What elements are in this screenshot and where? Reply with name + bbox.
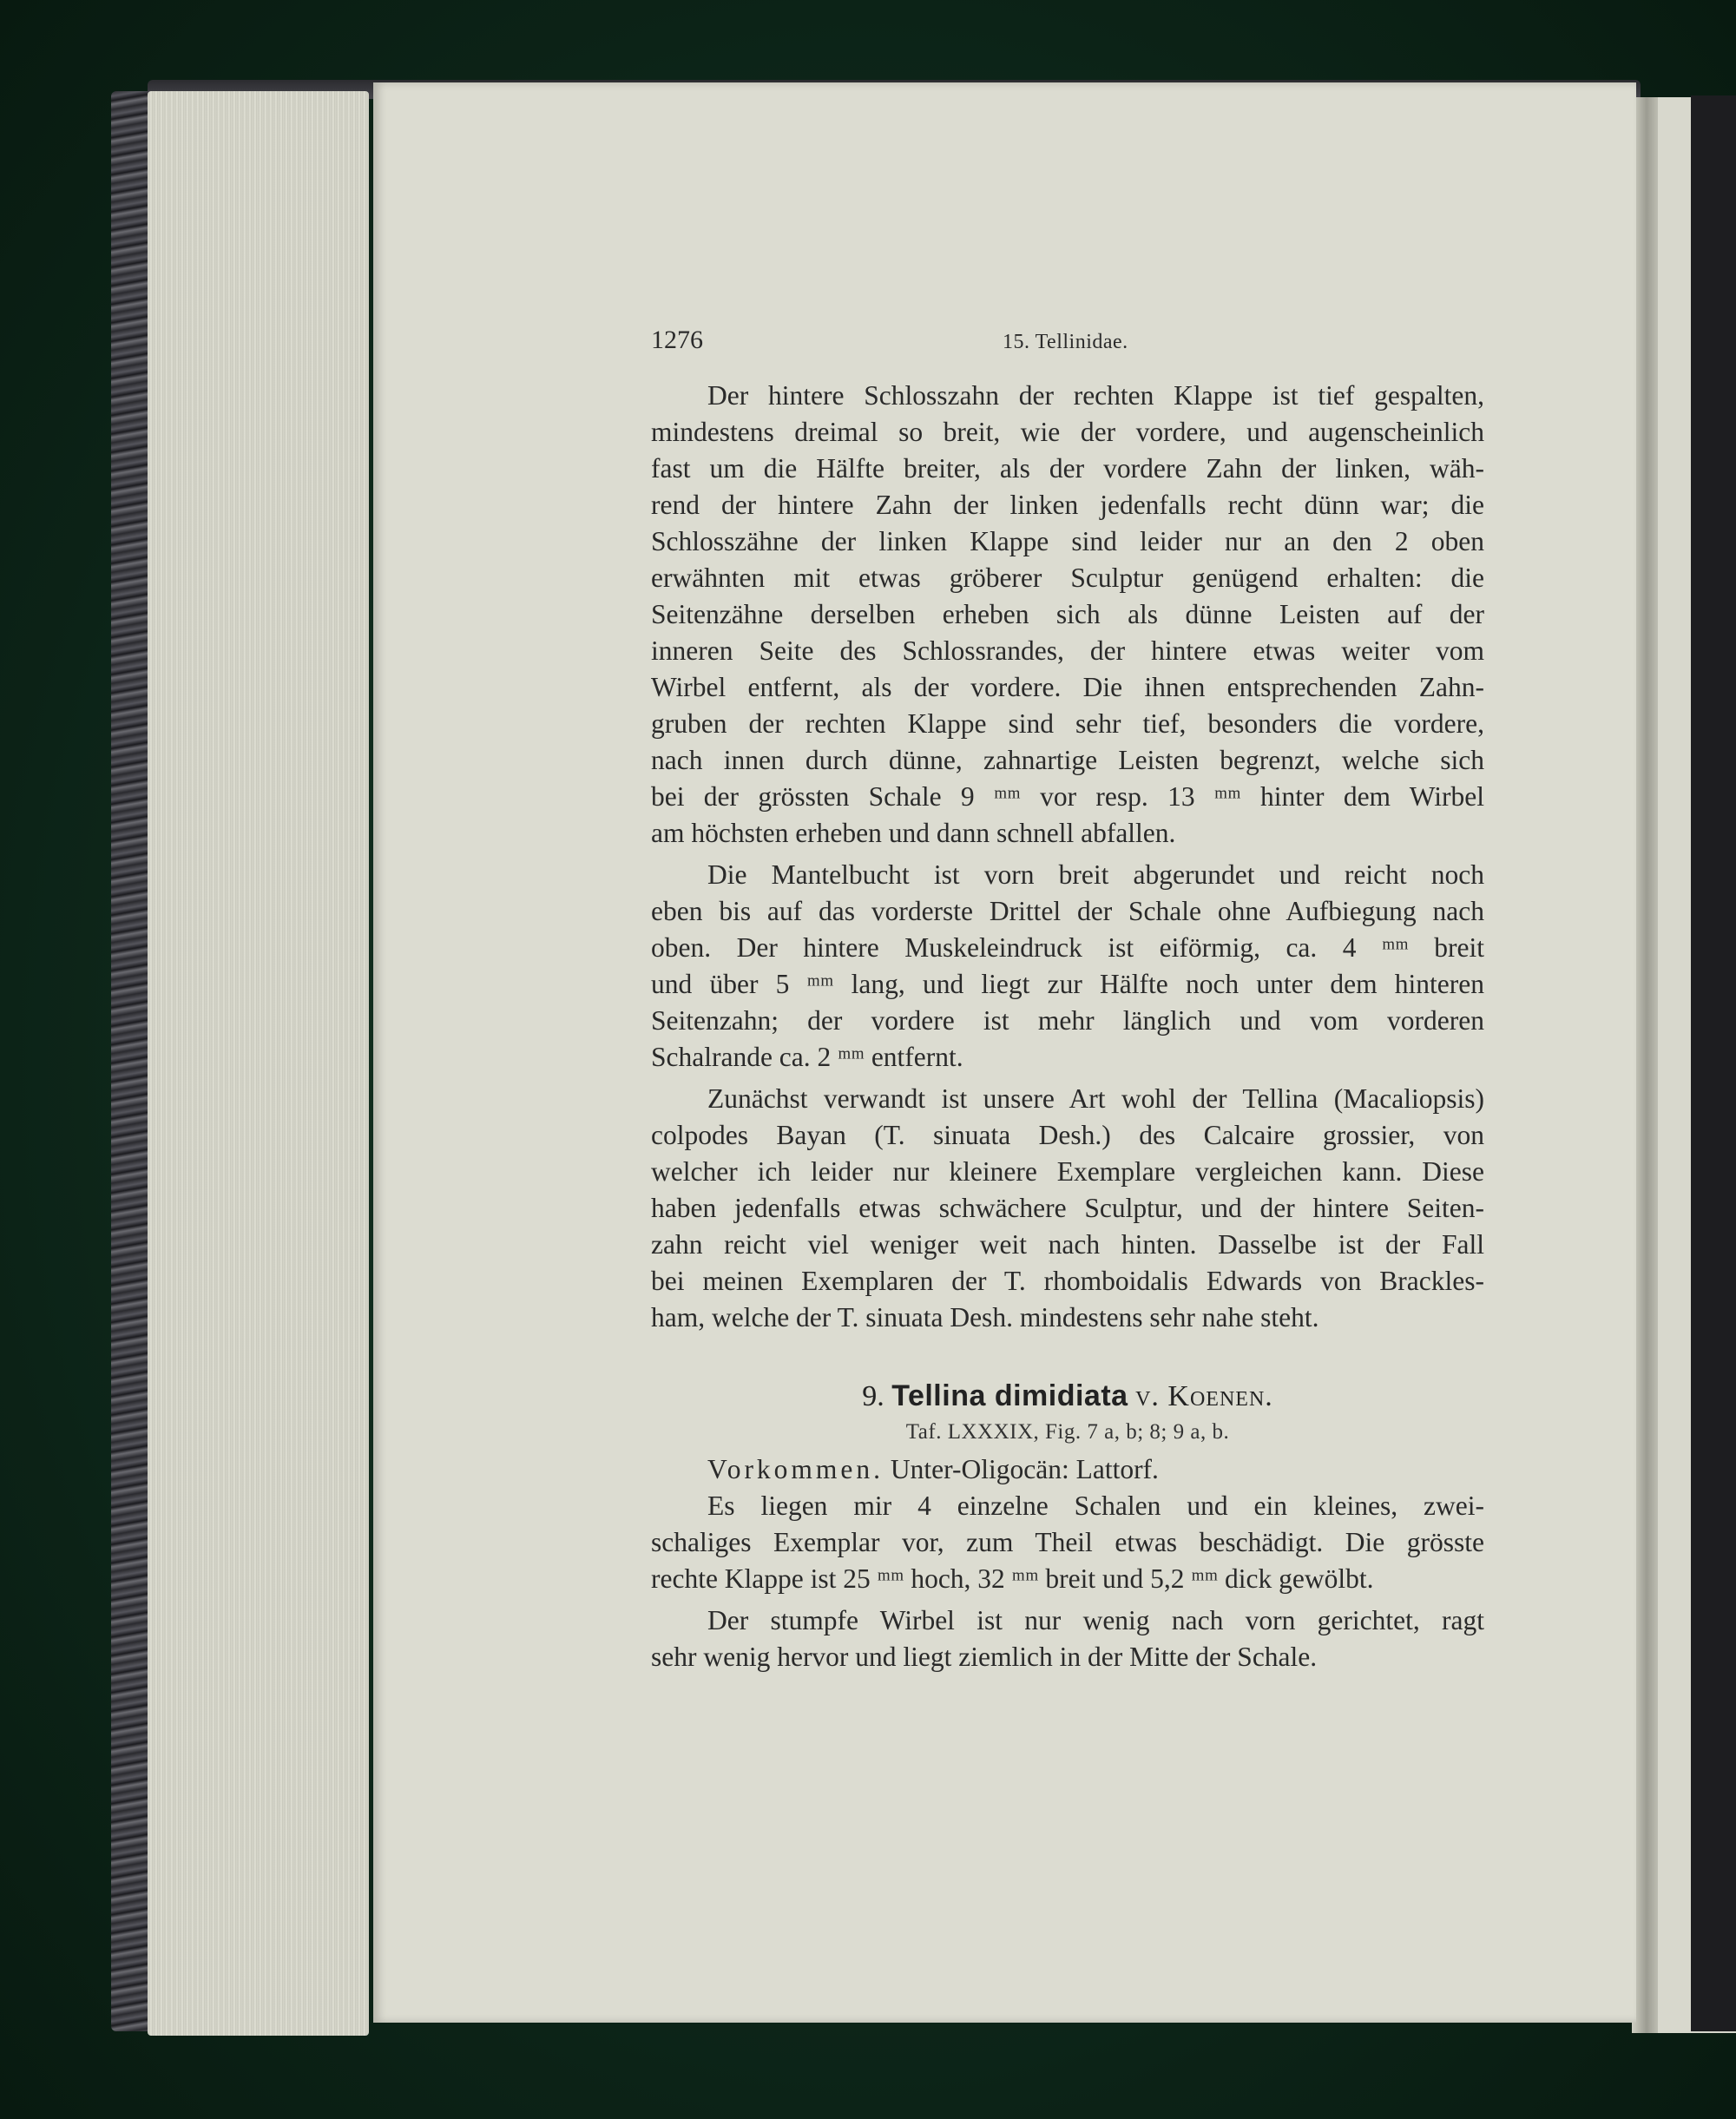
species-author: v. Koenen. xyxy=(1135,1380,1273,1412)
paragraph xyxy=(651,1488,1484,1597)
paragraph xyxy=(651,1602,1484,1675)
text-line: haben jedenfalls etwas schwächere Sculptur, und der hintere Seiten- xyxy=(651,1193,1484,1223)
text-line: rechte Klappe ist 25 ᵐᵐ hoch, 32 ᵐᵐ breit und 5,2 ᵐᵐ dick gewölbt. xyxy=(651,1563,1374,1594)
text-line: schaliges Exemplar vor, zum Theil etwas beschädigt. Die grösste xyxy=(651,1527,1484,1557)
text-line: rend der hintere Zahn der linken jedenfalls recht dünn war; die xyxy=(651,490,1484,520)
text-line: colpodes Bayan (T. sinuata Desh.) des Calcaire grossier, von xyxy=(651,1120,1484,1150)
text-line: fast um die Hälfte breiter, als der vordere Zahn der linken, wäh- xyxy=(651,453,1484,484)
text-line: oben. Der hintere Muskeleindruck ist eiförmig, ca. 4 ᵐᵐ breit xyxy=(651,932,1484,963)
text-line: Schalrande ca. 2 ᵐᵐ entfernt. xyxy=(651,1042,963,1072)
text-line: sehr wenig hervor und liegt ziemlich in der Mitte der Schale. xyxy=(651,1642,1318,1672)
paragraph xyxy=(651,1081,1484,1336)
text-line: erwähnten mit etwas gröberer Sculptur genügend erhalten: die xyxy=(651,563,1484,593)
paragraph xyxy=(651,378,1484,852)
text-line: Es liegen mir 4 einzelne Schalen und ein kleines, zwei- xyxy=(707,1491,1484,1521)
text-line: Seitenzahn; der vordere ist mehr länglich und vom vorderen xyxy=(651,1005,1484,1036)
page-number: 1276 xyxy=(651,326,703,354)
text-line: mindestens dreimal so breit, wie der vordere, und augenscheinlich xyxy=(651,417,1484,447)
section-heading xyxy=(651,1379,1484,1413)
text-line: nach innen durch dünne, zahnartige Leisten begrenzt, welche sich xyxy=(651,745,1484,775)
body-text xyxy=(651,378,1484,1336)
page-header xyxy=(651,326,1484,378)
page-content xyxy=(651,326,1484,1681)
text-line: bei der grössten Schale 9 ᵐᵐ vor resp. 13 ᵐᵐ hinter dem Wirbel xyxy=(651,781,1484,812)
running-head: 15. Tellinidae. xyxy=(1003,331,1128,353)
text-line: zahn reicht viel weniger weit nach hinten. Dasselbe ist der Fall xyxy=(651,1229,1484,1260)
page-edges xyxy=(148,91,369,2036)
text-line: Die Mantelbucht ist vorn breit abgerundet und reicht noch xyxy=(707,859,1484,890)
text-line: Der stumpfe Wirbel ist nur wenig nach vorn gerichtet, ragt xyxy=(707,1605,1484,1635)
text-line: ham, welche der T. sinuata Desh. mindestens sehr nahe steht. xyxy=(651,1302,1319,1333)
text-line: inneren Seite des Schlossrandes, der hintere etwas weiter vom xyxy=(651,635,1484,666)
species-name: Tellina dimidiata xyxy=(891,1379,1128,1412)
section-number: 9. xyxy=(862,1380,884,1412)
text-line: Wirbel entfernt, als der vordere. Die ihnen entsprechenden Zahn- xyxy=(651,672,1484,702)
text-line: bei meinen Exemplaren der T. rhomboidalis Edwards von Brackles- xyxy=(651,1266,1484,1296)
paragraph xyxy=(651,857,1484,1076)
occurrence-value: Unter-Oligocän: Lattorf. xyxy=(890,1454,1159,1484)
plate-reference: Taf. LXXXIX, Fig. 7 a, b; 8; 9 a, b. xyxy=(905,1420,1230,1444)
text-line: welcher ich leider nur kleinere Exemplare vergleichen kann. Diese xyxy=(651,1156,1484,1187)
text-line: Schlosszähne der linken Klappe sind leider nur an den 2 oben xyxy=(651,526,1484,556)
text-line: gruben der rechten Klappe sind sehr tief, besonders die vordere, xyxy=(651,708,1484,739)
book-page xyxy=(373,82,1636,2023)
book-spine xyxy=(111,91,153,2031)
occurrence-line xyxy=(651,1451,1484,1488)
text-line: Zunächst verwandt ist unsere Art wohl der Tellina (Macaliopsis) xyxy=(707,1083,1484,1114)
book-right-cover xyxy=(1691,95,1736,2031)
section-text xyxy=(651,1488,1484,1675)
text-line: Seitenzähne derselben erheben sich als dünne Leisten auf der xyxy=(651,599,1484,629)
text-line: am höchsten erheben und dann schnell abfallen. xyxy=(651,818,1176,848)
text-line: Der hintere Schlosszahn der rechten Klappe ist tief gespalten, xyxy=(707,380,1484,411)
occurrence-label: Vorkommen. xyxy=(707,1454,884,1484)
book-gutter xyxy=(1632,97,1661,2033)
text-line: und über 5 ᵐᵐ lang, und liegt zur Hälfte noch unter dem hinteren xyxy=(651,969,1484,999)
text-line: eben bis auf das vorderste Drittel der Schale ohne Aufbiegung nach xyxy=(651,896,1484,926)
